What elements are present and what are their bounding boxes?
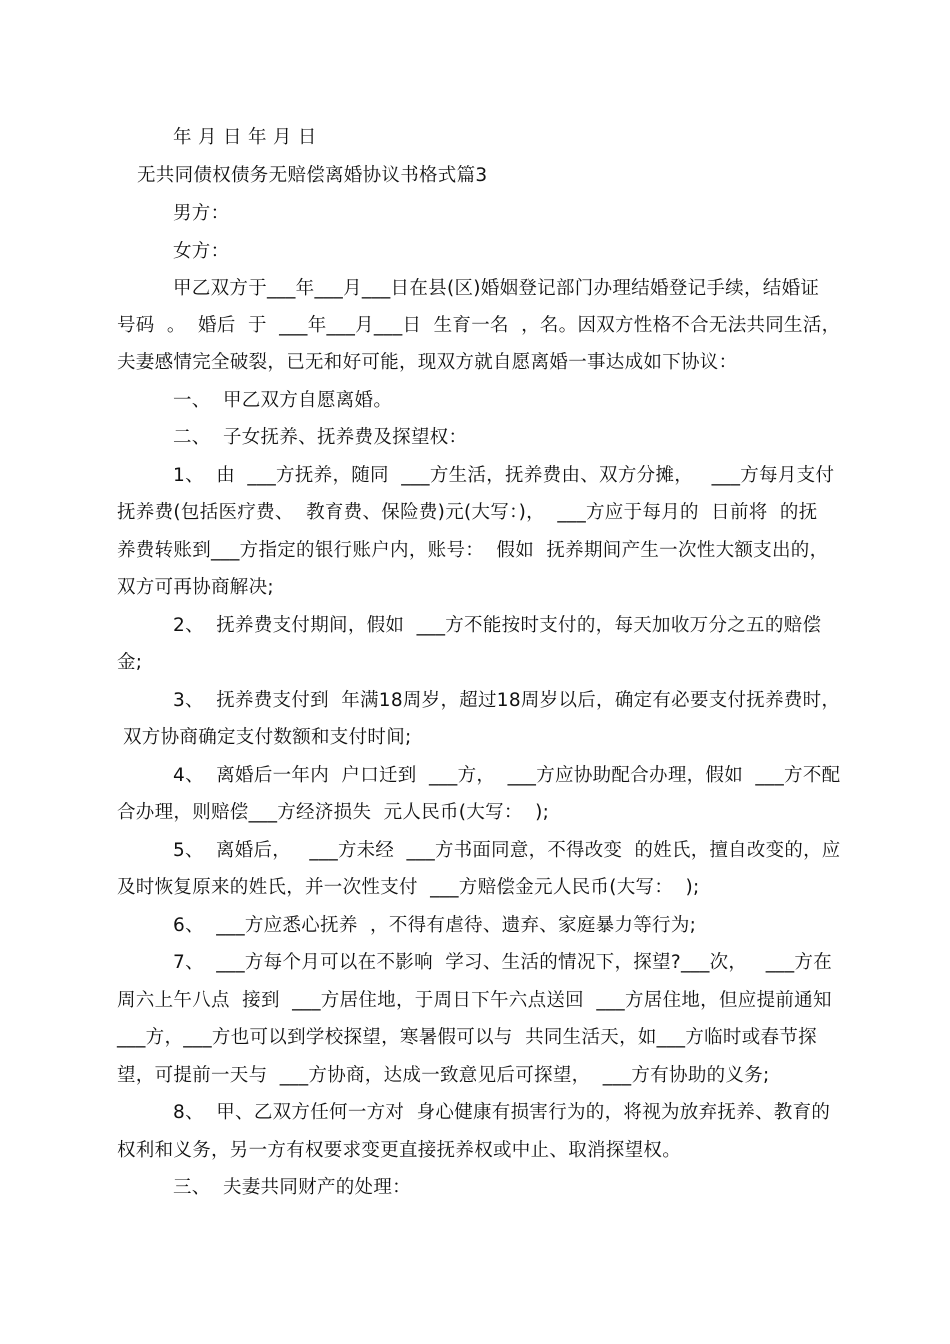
male-party-label: 男方： [173, 203, 230, 224]
clause-heading: 二、 子女抚养、抚养费及探望权： [173, 427, 468, 448]
paragraph-line: 1、 由 ___方抚养，随同 ___方生活，抚养费由、双方分摊， ___方每月支付 [173, 465, 835, 486]
paragraph-line: 周六上午八点 接到 ___方居住地，于周日下午六点送回 ___方居住地，但应提前通知 [117, 990, 832, 1011]
paragraph-line: 7、 ___方每个月可以在不影响 学习、生活的情况下，探望?___次， ___方在 [173, 952, 833, 973]
paragraph-line: 养费转账到___方指定的银行账户内，账号： 假如 抚养期间产生一次性大额支出的， [117, 540, 829, 561]
paragraph-line: 3、 抚养费支付到 年满18周岁，超过18周岁以后，确定有必要支付抚养费时， [173, 690, 841, 711]
clause-heading: 一、 甲乙双方自愿离婚。 [173, 390, 393, 411]
paragraph-line: ___方，___方也可以到学校探望，寒暑假可以与 共同生活天，如___方临时或春节探 [117, 1027, 817, 1048]
paragraph-line: 6、 ___方应悉心抚养 ，不得有虐待、遗弃、家庭暴力等行为; [173, 915, 697, 936]
clause-heading: 三、 夫妻共同财产的处理： [173, 1177, 411, 1198]
paragraph-line: 望，可提前一天与 ___方协商，达成一致意见后可探望， ___方有协助的义务; [117, 1065, 770, 1086]
paragraph-line: 4、 离婚后一年内 户口迁到 ___方， ___方应协助配合办理，假如 ___方不配 [173, 765, 841, 786]
paragraph-line: 甲乙双方于___年___月___日在县(区)婚姻登记部门办理结婚登记手续，结婚证 [173, 278, 820, 299]
paragraph-line: 8、 甲、乙双方任何一方对 身心健康有损害行为的，将视为放弃抚养、教育的 [173, 1102, 831, 1123]
section-title: 无共同债权债务无赔偿离婚协议书格式篇3 [137, 165, 488, 186]
paragraph-line: 及时恢复原来的姓氏，并一次性支付 ___方赔偿金元人民币(大写： ); [117, 877, 700, 898]
paragraph-line: 合办理，则赔偿___方经济损失 元人民币(大写： ); [117, 802, 550, 823]
paragraph-line: 金; [117, 652, 143, 673]
female-party-label: 女方： [173, 241, 230, 262]
paragraph-line: 2、 抚养费支付期间，假如 ___方不能按时支付的，每天加收万分之五的赔偿 [173, 615, 822, 636]
paragraph-line: 权利和义务，另一方有权要求变更直接抚养权或中止、取消探望权。 [117, 1140, 682, 1161]
paragraph-line: 夫妻感情完全破裂，已无和好可能，现双方就自愿离婚一事达成如下协议： [117, 352, 738, 373]
paragraph-line: 抚养费(包括医疗费、 教育费、保险费)元(大写：)， ___方应于每月的 日前将 的抚 [117, 502, 818, 523]
paragraph-line: 号码 。 婚后 于 ___年___月___日 生育一名 ，名。因双方性格不合无法共同生活， [117, 315, 841, 336]
date-line: 年 月 日 年 月 日 [173, 127, 317, 148]
paragraph-line: 5、 离婚后， ___方未经 ___方书面同意，不得改变 的姓氏，擅自改变的，应 [173, 840, 841, 861]
paragraph-line: 双方协商确定支付数额和支付时间; [123, 727, 412, 748]
paragraph-line: 双方可再协商解决; [117, 577, 274, 598]
